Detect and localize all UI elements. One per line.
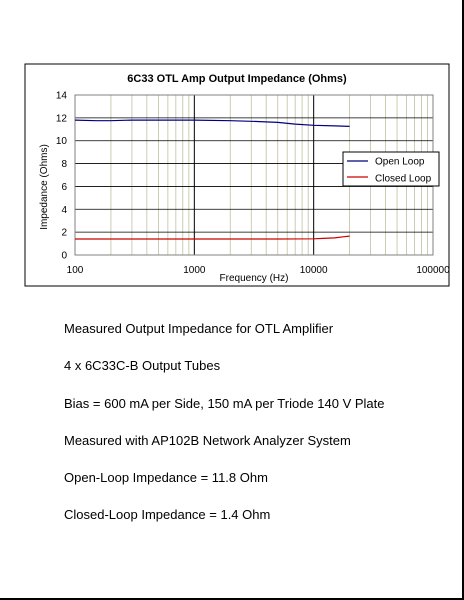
note-bias: Bias = 600 mA per Side, 150 mA per Triode 140 V Plate: [64, 395, 385, 411]
y-tick-label: 4: [61, 204, 67, 216]
note-open-loop-impedance: Open-Loop Impedance = 11.8 Ohm: [64, 470, 268, 486]
note-tubes: 4 x 6C33C-B Output Tubes: [64, 358, 221, 374]
note-title: Measured Output Impedance for OTL Amplifier: [64, 321, 334, 336]
chart-title: 6C33 OTL Amp Output Impedance (Ohms): [127, 73, 347, 85]
y-axis-label: Impedance (Ohms): [39, 144, 50, 230]
x-tick-label: 100000: [416, 265, 450, 276]
x-tick-label: 10000: [299, 265, 328, 276]
legend-label-open-loop: Open Loop: [375, 156, 425, 168]
y-tick-label: 10: [55, 136, 67, 148]
x-axis-label: Frequency (Hz): [219, 273, 289, 284]
measurement-notes: [64, 318, 444, 542]
y-tick-label: 6: [61, 181, 67, 193]
note-closed-loop-impedance: Closed-Loop Impedance = 1.4 Ohm: [64, 507, 271, 523]
y-tick-label: 14: [55, 90, 67, 102]
x-tick-label: 100: [66, 265, 84, 276]
legend-label-closed-loop: Closed Loop: [375, 173, 432, 185]
y-tick-label: 0: [61, 250, 67, 262]
note-analyzer: Measured with AP102B Network Analyzer System: [64, 432, 351, 448]
legend: [343, 152, 439, 186]
x-tick-label: 1000: [183, 265, 206, 276]
y-tick-label: 12: [55, 113, 67, 125]
y-tick-label: 2: [61, 227, 67, 239]
y-tick-label: 8: [61, 159, 67, 171]
